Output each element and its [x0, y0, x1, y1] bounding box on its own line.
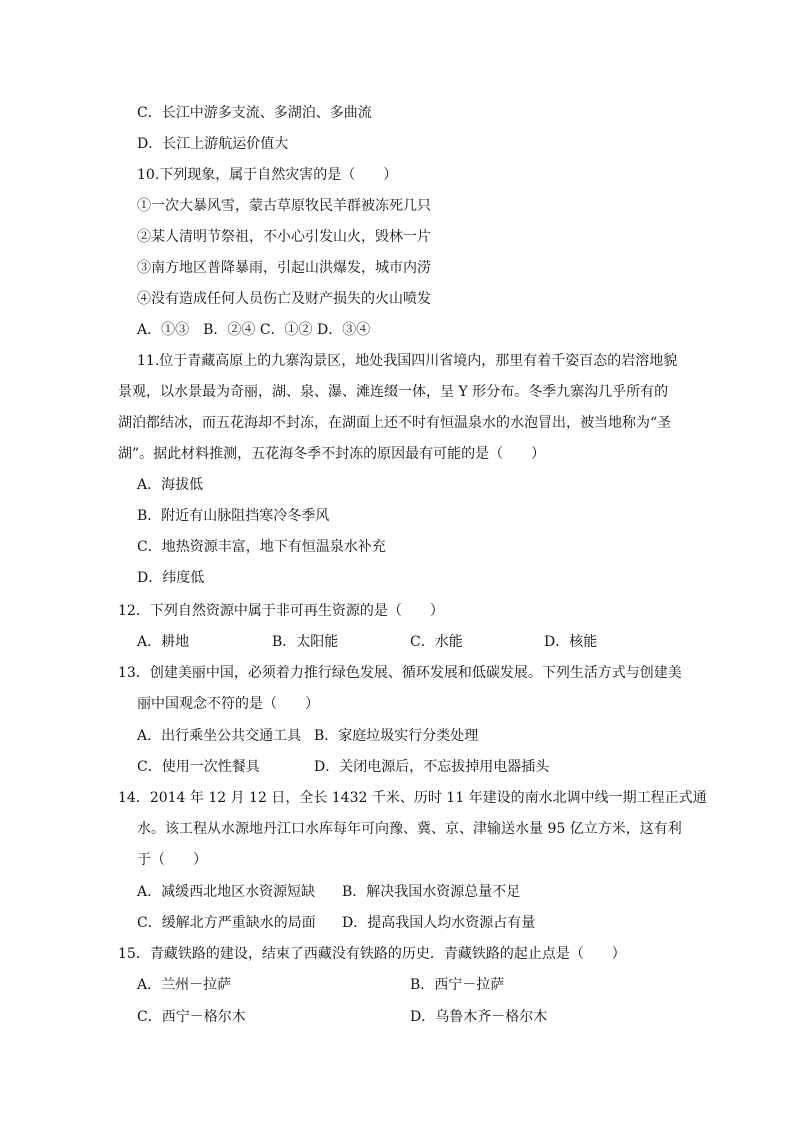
q11-stem-line-1: 11.位于青藏高原上的九寨沟景区，地处我国四川省境内，那里有着千姿百态的岩溶地貌: [137, 353, 678, 369]
q14-option-c: C．缓解北方严重缺水的局面: [137, 915, 316, 931]
q14-stem-line-3: 于（ ）: [137, 852, 207, 868]
q11-stem-line-4: 湖”。据此材料推测，五花海冬季不封冻的原因最有可能的是（ ）: [118, 446, 546, 462]
q12-option-d: D．核能: [544, 634, 598, 650]
q11-option-b: B．附近有山脉阻挡寒冷冬季风: [137, 508, 330, 524]
q10-item-4: ④没有造成任何人员伤亡及财产损失的火山喷发: [137, 291, 431, 307]
q15-option-a: A．兰州－拉萨: [137, 977, 232, 993]
q13-stem-line-1: 13．创建美丽中国，必须着力推行绿色发展、循环发展和低碳发展。下列生活方式与创建美: [118, 665, 682, 681]
q15-option-b: B．西宁－拉萨: [410, 977, 505, 993]
q10-item-1: ①一次大暴风雪，蒙古草原牧民羊群被冻死几只: [137, 198, 431, 214]
q15-option-c: C．西宁－格尔木: [137, 1009, 246, 1025]
q12-stem: 12．下列自然资源中属于非可再生资源的是（ ）: [118, 603, 444, 619]
q11-stem-line-2: 景观，以水景最为奇丽，湖、泉、瀑、滩连缀一体，呈 Y 形分布。冬季九寨沟几乎所有的: [118, 384, 669, 400]
q9-option-c: C．长江中游多支流、多湖泊、多曲流: [137, 105, 372, 121]
q9-option-d: D．长江上游航运价值大: [137, 136, 289, 152]
q10-options: A．①③ B．②④ C．①② D．③④: [137, 322, 371, 338]
q14-option-d: D．提高我国人均水资源占有量: [342, 915, 536, 931]
q10-item-2: ②某人清明节祭祖，不小心引发山火，毁林一片: [137, 229, 431, 245]
q12-option-b: B．太阳能: [272, 634, 339, 650]
q14-option-a: A．减缓西北地区水资源短缺: [137, 884, 316, 900]
q15-stem: 15．青藏铁路的建设，结束了西藏没有铁路的历史．青藏铁路的起止点是（ ）: [118, 946, 626, 962]
q14-option-b: B．解决我国水资源总量不足: [342, 884, 521, 900]
q11-option-c: C．地热资源丰富，地下有恒温泉水补充: [137, 539, 386, 555]
q10-stem: 10.下列现象，属于自然灾害的是（ ）: [137, 167, 398, 183]
q12-option-c: C．水能: [410, 634, 463, 650]
q11-option-d: D．纬度低: [137, 570, 205, 586]
q13-option-c: C．使用一次性餐具: [137, 759, 260, 775]
q11-option-a: A．海拔低: [137, 477, 204, 493]
q10-item-3: ③南方地区普降暴雨，引起山洪爆发，城市内涝: [137, 260, 431, 276]
q14-stem-line-1: 14．2014 年 12 月 12 日，全长 1432 千米、历时 11 年建设的南水北调中线一期工程正式通: [118, 790, 707, 806]
q12-option-a: A．耕地: [137, 634, 190, 650]
q13-option-d: D．关闭电源后，不忘拔掉用电器插头: [314, 759, 550, 775]
q14-stem-line-2: 水。该工程从水源地丹江口水库每年可向豫、冀、京、津输送水量 95 亿立方米，这有利: [137, 821, 682, 837]
q13-option-a: A．出行乘坐公共交通工具: [137, 728, 302, 744]
q15-option-d: D．乌鲁木齐－格尔木: [410, 1009, 548, 1025]
q13-stem-line-2: 丽中国观念不符的是（ ）: [137, 696, 319, 712]
q13-option-b: B．家庭垃圾实行分类处理: [314, 728, 479, 744]
q11-stem-line-3: 湖泊都结冰，而五花海却不封冻，在湖面上还不时有恒温泉水的水泡冒出，被当地称为“圣: [118, 415, 672, 431]
